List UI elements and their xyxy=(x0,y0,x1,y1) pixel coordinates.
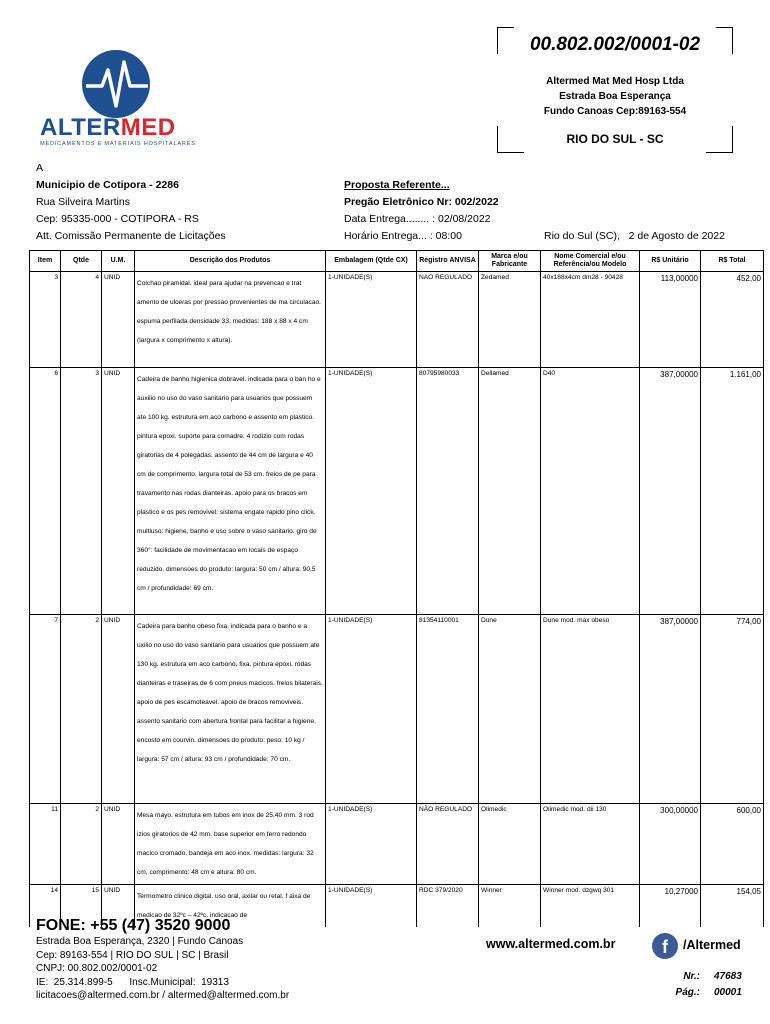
cell-item: 7 xyxy=(30,615,61,804)
cell-total: 452,00 xyxy=(701,272,764,368)
cell-qtde: 3 xyxy=(61,368,102,615)
company-street: Estrada Boa Esperança xyxy=(559,91,671,102)
recipient-prefix: A xyxy=(36,162,44,174)
cell-desc: Termometro clinico digital. uso oral, axilar ou retal. f aixa de medicao de 32ºc – 42ºc. indicacao de xyxy=(135,885,326,928)
col-emb: Embalagem (Qtde CX) xyxy=(326,251,417,272)
footer-phone: FONE: +55 (47) 3520 9000 xyxy=(36,917,231,934)
cell-emb: 1-UNIDADE(S) xyxy=(326,804,417,885)
cell-nome: Olimedic mod. dii 130 xyxy=(541,804,640,885)
cell-emb: 1-UNIDADE(S) xyxy=(326,615,417,804)
cell-qtde: 4 xyxy=(61,272,102,368)
col-qtde: Qtde xyxy=(61,251,102,272)
page-info xyxy=(660,969,750,1001)
cell-item: 6 xyxy=(30,368,61,615)
recipient-cep: Cep: 95335-000 - COTIPORA - RS xyxy=(36,213,199,225)
place-date: Rio do Sul (SC), 2 de Agosto de 2022 xyxy=(544,230,725,242)
delivery-date-row xyxy=(344,211,544,228)
cell-qtde: 15 xyxy=(61,885,102,928)
table-header-row xyxy=(30,251,764,272)
footer-address: Estrada Boa Esperança, 2320 | Fundo Canoas xyxy=(36,936,244,947)
cell-marca: Winner xyxy=(479,885,541,928)
cell-um: UNID xyxy=(102,615,135,804)
facebook-icon[interactable]: f xyxy=(652,933,678,959)
cell-nome: D40 xyxy=(541,368,640,615)
recipient-street: Rua Silveira Martins xyxy=(36,196,130,208)
cell-desc: Cadeira de banho higienica dobravel. indicada para o ban ho e auxilio no uso do vaso sanitario para usuarios que possuem ate 100 kg. estrutura em aco carbono e assento em plastico. pintura epoxi. suporte para comadre. 4 rodizio com rodas giratorias de 4 polegadas. assento de 44 cm de largura e 40 cm de comprimento. largura total de 53 cm. freios de pe para travamento nas rodas dianteiras. apoio para os bracos em plastico e os pes removivel. sistema engate rapido pino click. multiuso: higiene, banho e uso sobre o vaso sanitario. giro de 360°: facilidade de movimentacao em locais de espaço reduzido. dimensoes do produto: largura: 50 cm / altura: 90,5 cm / profundidade: 69 cm. xyxy=(135,368,326,615)
col-reg: Registro ANVISA xyxy=(417,251,479,272)
cell-total: 774,00 xyxy=(701,615,764,804)
cell-desc: Colchao piramidal. ideal para ajudar na prevencao e trat amento de ulceras por pressao provenientes de ma circulacao. espuma perfilada densidade 33. medidas: 188 x 88 x 4 cm (largura x comprimento x altura). xyxy=(135,272,326,368)
recipient-att: Att. Comissão Permanente de Licitações xyxy=(36,230,226,242)
cell-total: 1.161,00 xyxy=(701,368,764,615)
cell-unit: 113,00000 xyxy=(640,272,701,368)
table-row xyxy=(30,804,764,885)
table-row xyxy=(30,368,764,615)
cell-unit: 10,27000 xyxy=(640,885,701,928)
cell-total: 154,05 xyxy=(701,885,764,928)
nr-value: 47683 xyxy=(714,971,742,982)
cell-nome: 40x188x4cm dm28 - 90428 xyxy=(541,272,640,368)
cell-um: UNID xyxy=(102,885,135,928)
cell-emb: 1-UNIDADE(S) xyxy=(326,885,417,928)
cell-marca: Dellamed xyxy=(479,368,541,615)
items-table xyxy=(29,250,764,927)
header-cnpj: 00.802.002/0001-02 xyxy=(529,34,701,55)
table-row xyxy=(30,272,764,368)
pag-value: 00001 xyxy=(714,987,742,998)
footer-facebook[interactable]: /Altermed xyxy=(683,938,741,952)
cell-item: 11 xyxy=(30,804,61,885)
recipient-name: Municipio de Cotipora - 2286 xyxy=(36,179,179,191)
delivery-time-label: Horário Entrega... xyxy=(344,230,427,242)
cell-marca: Zedamed xyxy=(479,272,541,368)
cell-reg: NÃO REGULADO xyxy=(417,804,479,885)
company-city: RIO DO SUL - SC xyxy=(566,132,664,146)
cell-unit: 387,00000 xyxy=(640,368,701,615)
cell-marca: Olimedic xyxy=(479,804,541,885)
footer-emails[interactable]: licitacoes@altermed.com.br / altermed@altermed.com.br xyxy=(36,990,290,1001)
col-nome: Nome Comercial e/ou Referência/ou Modelo xyxy=(541,251,640,272)
logo-heart-pulse-icon xyxy=(36,48,206,123)
cell-emb: 1-UNIDADE(S) xyxy=(326,368,417,615)
cell-item: 3 xyxy=(30,272,61,368)
footer-cep-city: Cep: 89163-554 | RIO DO SUL | SC | Brasil xyxy=(36,949,229,961)
delivery-date-label: Data Entrega........ xyxy=(344,213,430,225)
cell-marca: Dune xyxy=(479,615,541,804)
col-total: R$ Total xyxy=(701,251,764,272)
footer-website[interactable]: www.altermed.com.br xyxy=(486,937,616,951)
cell-unit: 387,00000 xyxy=(640,615,701,804)
logo-subtitle: MEDICAMENTOS E MATERIAIS HOSPITALARES xyxy=(40,141,196,147)
cell-reg: RDC 379/2020 xyxy=(417,885,479,928)
delivery-time-row xyxy=(344,228,544,245)
col-unit: R$ Unitário xyxy=(640,251,701,272)
col-item: Item xyxy=(30,251,61,272)
footer-address-block xyxy=(36,935,356,1003)
cell-reg: 81354110001 xyxy=(417,615,479,804)
proposal-block xyxy=(344,177,544,245)
col-marca: Marca e/ou Fabricante xyxy=(479,251,541,272)
company-info xyxy=(500,74,730,119)
footer-ie: IE: 25.314.899-5 Insc.Municipal: 19313 xyxy=(36,976,229,988)
cell-reg: 80795980033 xyxy=(417,368,479,615)
recipient-block xyxy=(36,160,336,245)
delivery-time: : 08:00 xyxy=(429,230,462,242)
pag-label: Pág.: xyxy=(675,987,700,998)
company-name: Altermed Mat Med Hosp Ltda xyxy=(546,76,684,87)
cell-unit: 300,00000 xyxy=(640,804,701,885)
cell-total: 600,00 xyxy=(701,804,764,885)
cell-nome: Dune mod. max obeso xyxy=(541,615,640,804)
cell-um: UNID xyxy=(102,804,135,885)
company-logo xyxy=(36,48,206,156)
nr-label: Nr.: xyxy=(683,971,700,982)
footer-cnpj: CNPJ: 00.802.002/0001-02 xyxy=(36,963,158,974)
cell-um: UNID xyxy=(102,368,135,615)
cell-nome: Winner mod. dzgwq 301 xyxy=(541,885,640,928)
cell-desc: Cadeira para banho obeso fixa. indicada para o banho e a uxilio no uso do vaso sanitario para usuarios que possuem ate 130 kg. estrutura em aco carbono, fixa. pintura epoxi. rodas dianteiras e traseiras de 6 com pneus macicos. freios bilaterais. apoio de pes escamoteavel. apoio de bracos removiveis. assento sanitario com abertura frontal para facilitar a higiene. encosto em courvin. dimensoes do produto: peso: 10 kg / largura: 57 cm / altura: 93 cm / profundidade: 70 cm. xyxy=(135,615,326,804)
table-row xyxy=(30,615,764,804)
cell-qtde: 2 xyxy=(61,804,102,885)
cell-emb: 1-UNIDADE(S) xyxy=(326,272,417,368)
logo-wordmark: ALTERMED xyxy=(40,114,176,141)
proposal-title: Proposta Referente... xyxy=(344,179,450,191)
proposal-pregao: Pregão Eletrônico Nr: 002/2022 xyxy=(344,196,499,208)
company-district-cep: Fundo Canoas Cep:89163-554 xyxy=(543,106,687,117)
cell-qtde: 2 xyxy=(61,615,102,804)
cell-reg: NAO REGULADO xyxy=(417,272,479,368)
cell-um: UNID xyxy=(102,272,135,368)
delivery-date: : 02/08/2022 xyxy=(432,213,491,225)
col-desc: Descrição dos Produtos xyxy=(135,251,326,272)
cell-item: 14 xyxy=(30,885,61,928)
col-um: U.M. xyxy=(102,251,135,272)
cell-desc: Mesa mayo. estrutura em tubos em inox de 25,40 mm. 3 rod izios giratorios de 42 mm. base superior em ferro redondo macico cromado. bandeja em aco inox. medidas: largura: 32 cm, comprimento: 48 cm e altura: 80 cm. xyxy=(135,804,326,885)
